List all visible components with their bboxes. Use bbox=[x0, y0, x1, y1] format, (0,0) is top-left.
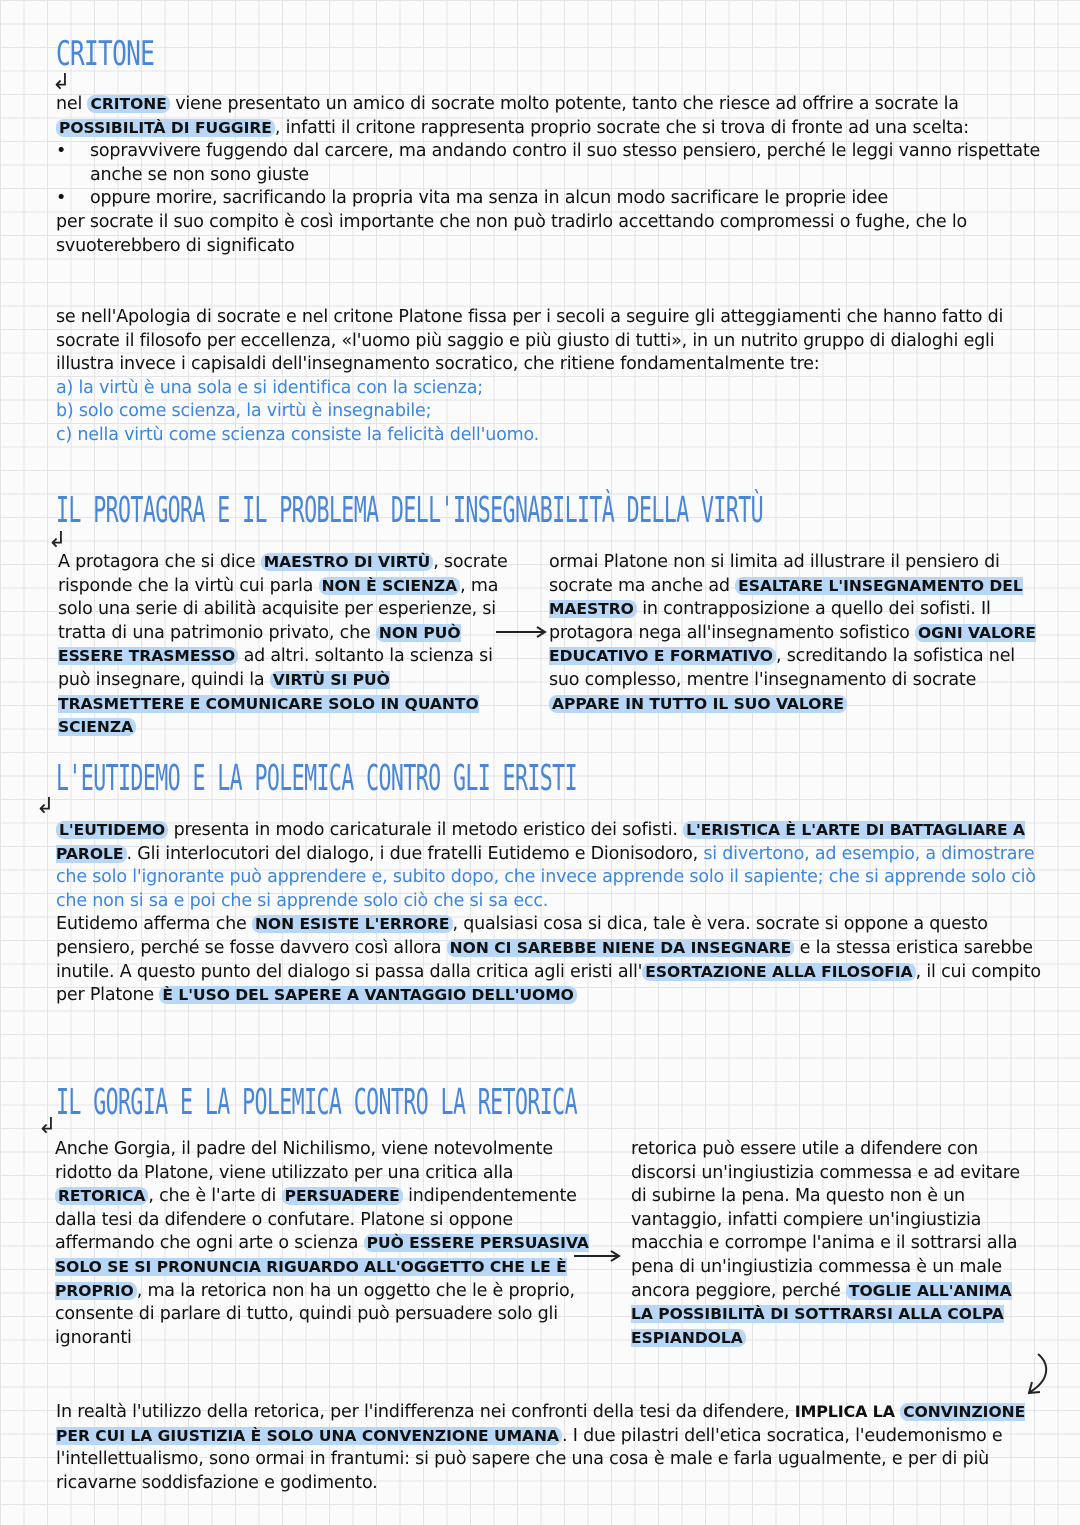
gorgia-conclusion: In realtà l'utilizzo della retorica, per l'indifferenza nei confronti della tesi da difendere, IMPLICA LA CONVINZIONE PER CUI LA GIUSTIZIA È SOLO UNA CONVENZIONE UMANA . I due pilastri dell'etica socratica, l'eudemonismo e l'intellettualismo, sono ormai in frantumi: si può sapere che una cosa è male e farla ugualmente, e per di più ricavarne soddisfazione e godimento. bbox=[56, 1402, 1026, 1493]
protagora-left: A protagora che si dice MAESTRO DI VIRTÙ , socrate risponde che la virtù cui parla NON È SCIENZA , ma solo una serie di abilità acquisite per esperienze, si tratta di una patrimonio privato, che NON PUÒ ESSERE TRASMESSO ad altri. soltanto la scienza si può insegnare, quindi la VIRTÙ SI PUÒ TRASMETTERE E COMUNICARE SOLO IN QUANTO SCIENZA bbox=[58, 552, 508, 737]
critone-bullet-2: • oppure morire, sacrificando la propria vita ma senza in alcun modo sacrificare le proprie idee bbox=[56, 188, 889, 209]
gorgia-right: retorica può essere utile a difendere con discorsi un'ingiustizia commessa e ad evitare di subirne la pena. Ma questo non è un vantaggio, infatti compiere un'ingiustizia macchia e corrompe l'anima e il sottrarsi alla pena di un'ingiustizia commessa è un male ancora peggiore, perché TOGLIE ALL'ANIMA LA POSSIBILITÀ DI SOTTRARSI ALLA COLPA ESPIANDOLA bbox=[631, 1139, 1020, 1347]
hook-arrow-icon: ↲ bbox=[48, 528, 67, 553]
eutidemo-body: L'EUTIDEMO presenta in modo caricaturale il metodo eristico dei sofisti. L'ERISTICA È L'ARTE DI BATTAGLIARE A PAROLE . Gli interlocutori del dialogo, i due fratelli Eutidemo e Dionisodoro, si divertono, ad esempio, a dimostrare che solo l'ignorante può apprendere e, subito dopo, che invece apprende solo il sapiente; che si apprende solo ciò che non si sa e poi che si apprende solo ciò che si sa ecc. Eutidemo afferma che NON ESISTE L'ERRORE , qualsiasi cosa si dica, tale è vera. socrate si oppone a questo pensiero, perché se fosse davvero così allora NON CI SAREBBE NIENE DA INSEGNARE e la stessa eristica sarebbe inutile. A questo punto del dialogo si passa dalla critica agli eristi all' ESORTAZIONE ALLA FILOSOFIA , il cui compito per Platone È L'USO DEL SAPERE A VANTAGGIO DELL'UOMO bbox=[56, 820, 1041, 1006]
critone-intro: nel CRITONE viene presentato un amico di socrate molto potente, tanto che riesce ad offrire a socrate la POSSIBILITÀ DI FUGGIRE , infatti il critone rappresenta proprio socrate che si trova di fronte ad una scelta: • sopravvivere fuggendo dal carcere, ma andando contro il suo stesso pensiero, perché le leggi vanno rispettate anche se non sono giuste • oppure morire, sacrificando la propria vita ma senza in alcun modo sacrificare le proprie idee per socrate il suo compito è così importante che non può tradirlo accettando compromessi o fughe, che lo svuoterebbero di significato bbox=[56, 93, 1046, 258]
point-a: a) la virtù è una sola e si identifica con la scienza; bbox=[56, 377, 483, 398]
critone-bullet-1: • sopravvivere fuggendo dal carcere, ma andando contro il suo stesso pensiero, perché le leggi vanno rispettate anche se non sono giuste bbox=[56, 141, 1041, 185]
section-title-eutidemo: L'EUTIDEMO E LA POLEMICA CONTRO GLI ERISTI bbox=[56, 758, 577, 799]
curved-arrow-icon bbox=[1020, 1352, 1056, 1398]
hook-arrow-icon: ↲ bbox=[36, 794, 55, 819]
section-title-critone: CRITONE bbox=[56, 34, 155, 74]
gorgia-left: Anche Gorgia, il padre del Nichilismo, viene notevolmente ridotto da Platone, viene utilizzato per una critica alla RETORICA , che è l'arte di PERSUADERE indipendentemente dalla tesi da difendere o confutare. Platone si oppone affermando che ogni arte o scienza PUÒ ESSERE PERSUASIVA SOLO SE SI PRONUNCIA RIGUARDO ALL'OGGETTO CHE LE È PROPRIO , ma la retorica non ha un oggetto che le è proprio, consente di parlare di tutto, quindi può persuadere solo gli ignoranti bbox=[55, 1139, 589, 1348]
hook-arrow-icon: ↲ bbox=[38, 1114, 57, 1139]
arrow-right-icon bbox=[572, 1248, 624, 1264]
section-title-protagora: IL PROTAGORA E IL PROBLEMA DELL'INSEGNABILITÀ DELLA VIRTÙ bbox=[56, 490, 764, 531]
point-b: b) solo come scienza, la virtù è insegnabile; bbox=[56, 401, 432, 422]
section-title-gorgia: IL GORGIA E LA POLEMICA CONTRO LA RETORICA bbox=[56, 1082, 577, 1123]
hook-arrow-icon: ↲ bbox=[52, 70, 71, 95]
critone-capisaldi: se nell'Apologia di socrate e nel critone Platone fissa per i secoli a seguire gli atteggiamenti che hanno fatto di socrate il filosofo per eccellenza, «l'uomo più saggio e più giusto di tutti», in un nutrito gruppo di dialoghi egli illustra invece i capisaldi dell'insegnamento socratico, che ritiene fondamentalmente tre: a) la virtù è una sola e si identifica con la scienza; b) solo come scienza, la virtù è insegnabile; c) nella virtù come scienza consiste la felicità dell'uomo. bbox=[56, 306, 1046, 448]
point-c: c) nella virtù come scienza consiste la felicità dell'uomo. bbox=[56, 424, 540, 445]
protagora-right: ormai Platone non si limita ad illustrare il pensiero di socrate ma anche ad ESALTARE L'INSEGNAMENTO DEL MAESTRO in contrapposizione a quello dei sofisti. Il protagora nega all'insegnamento sofistico OGNI VALORE EDUCATIVO E FORMATIVO , screditando la sofistica nel suo complesso, mentre l'insegnamento di socrate APPARE IN TUTTO IL SUO VALORE bbox=[549, 552, 1036, 713]
arrow-right-icon bbox=[494, 624, 550, 640]
